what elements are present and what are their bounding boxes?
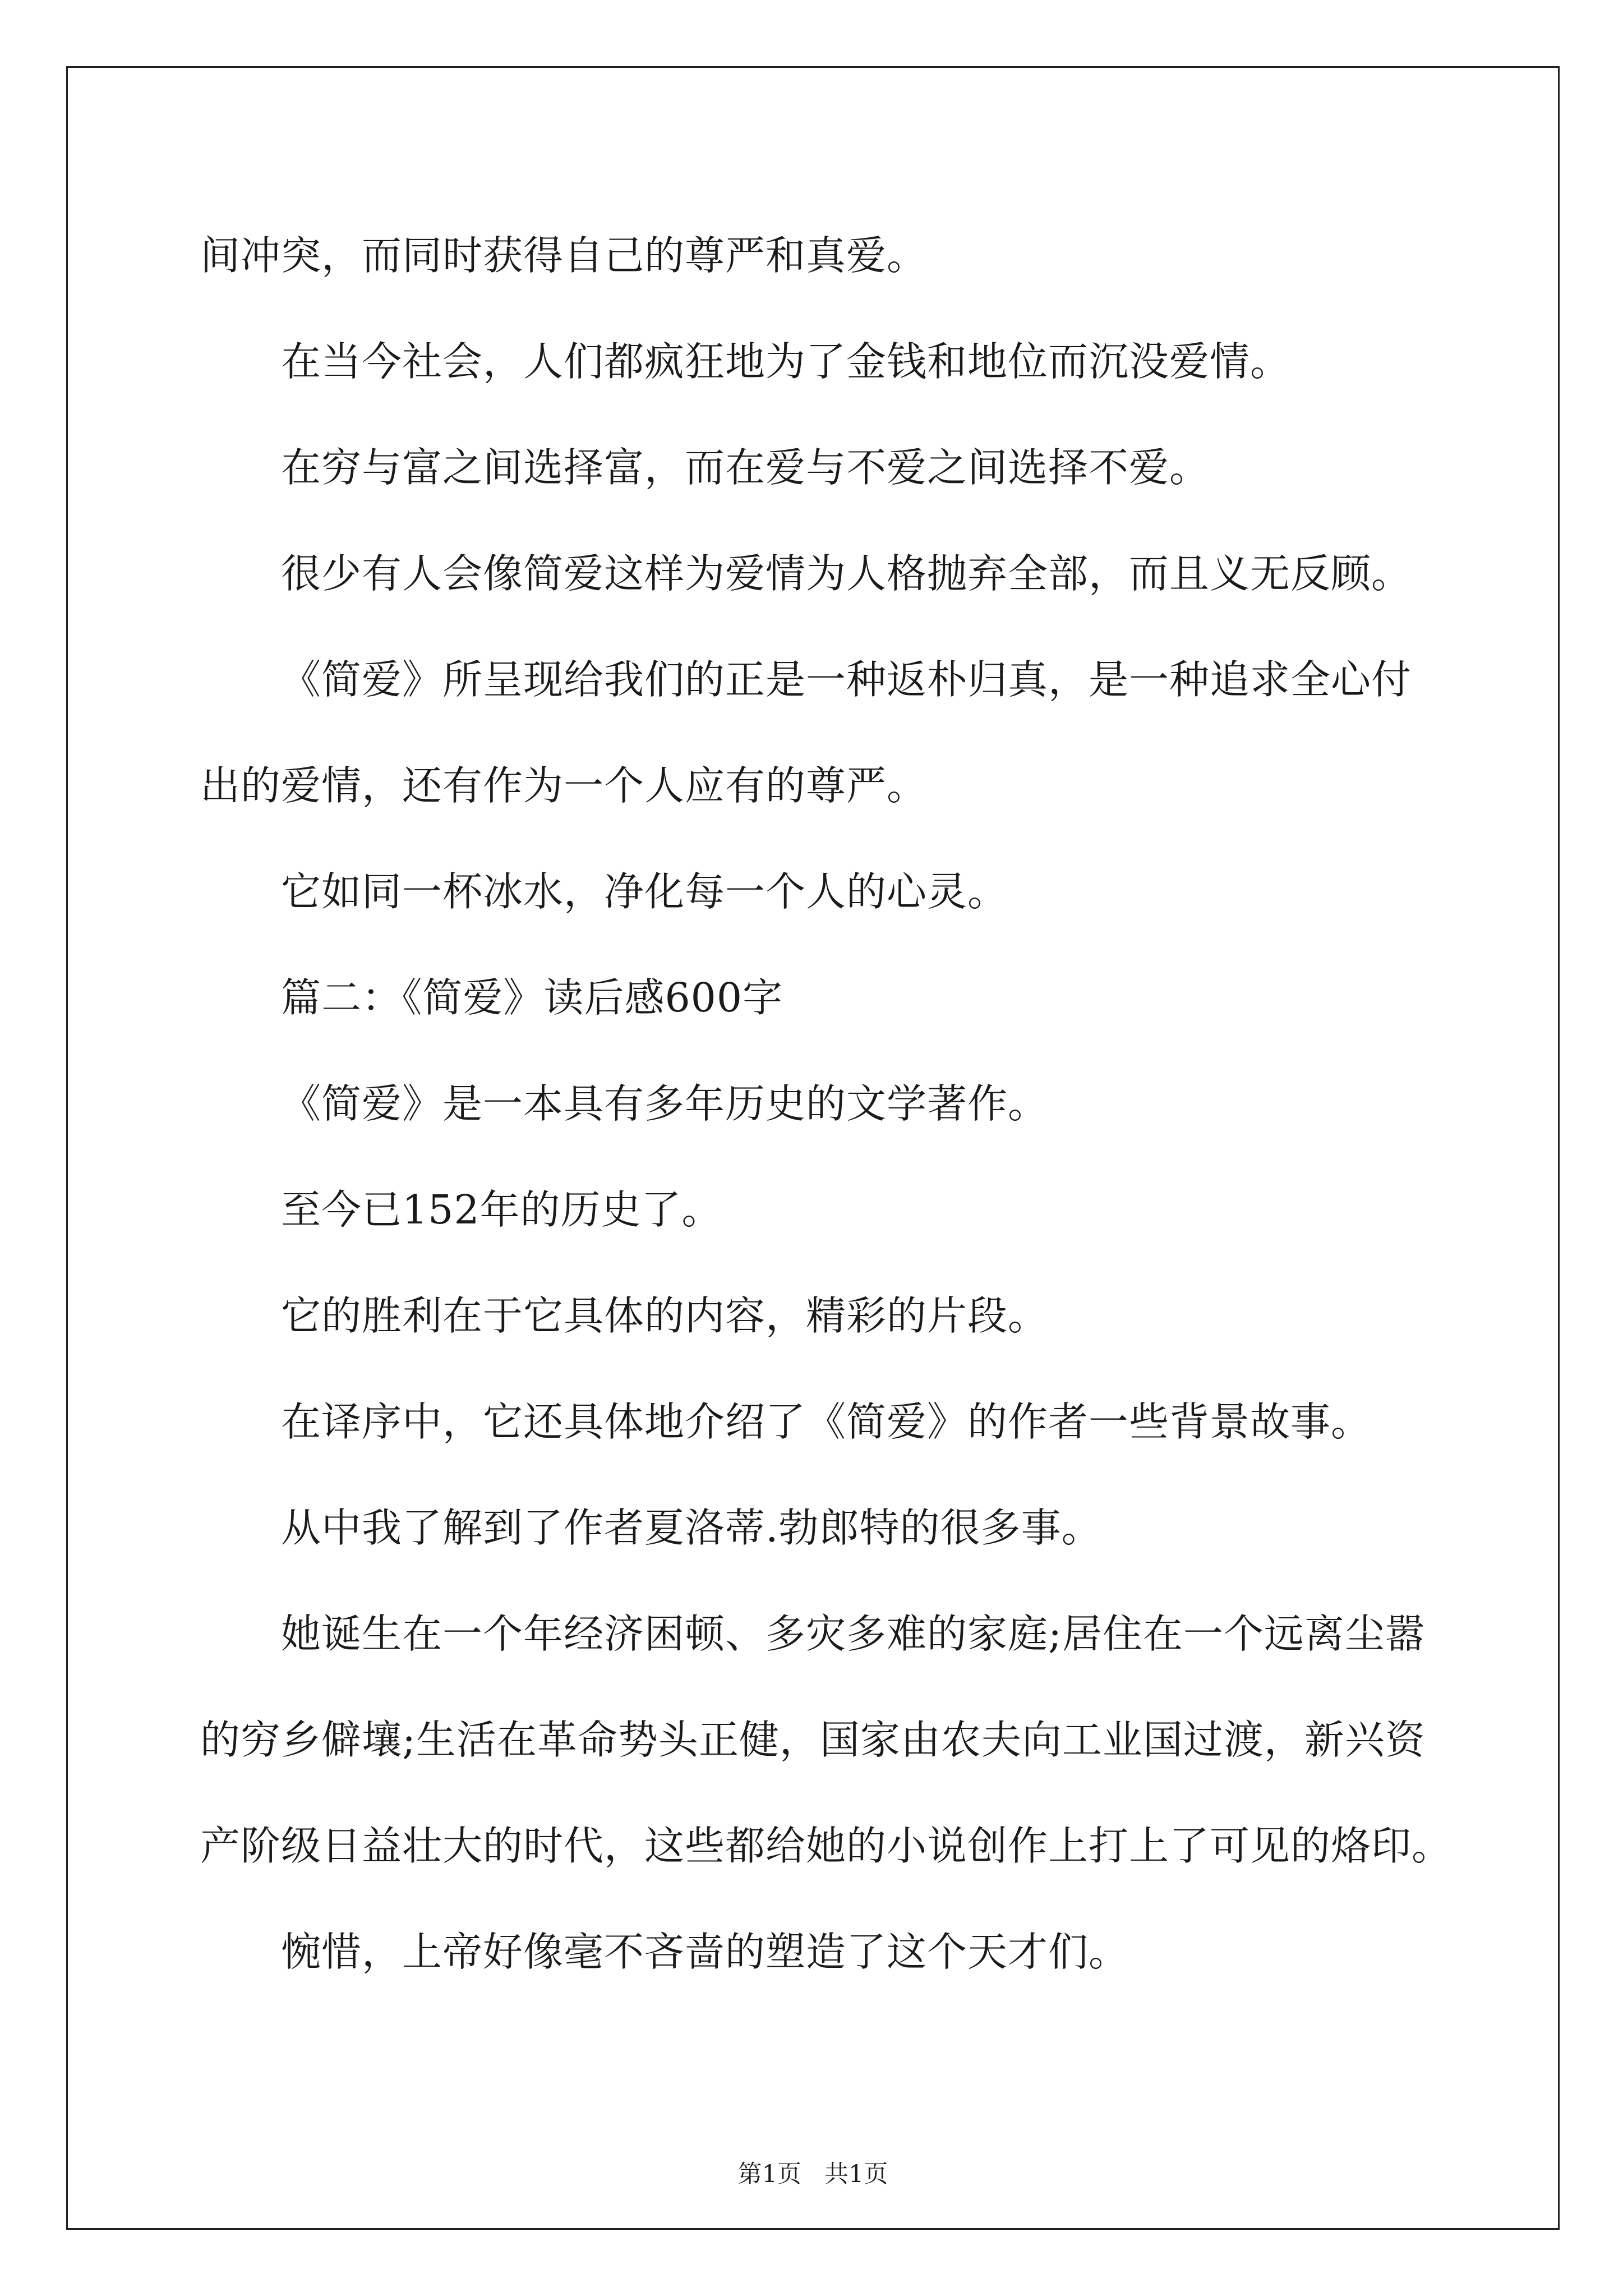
paragraph-line: 出的爱情，还有作为一个人应有的尊严。 bbox=[200, 762, 928, 809]
paragraph-line: 的穷乡僻壤;生活在革命势头正健，国家由农夫向工业国过渡，新兴资 bbox=[200, 1717, 1426, 1763]
paragraph-line: 很少有人会像简爱这样为爱情为人格抛弃全部，而且义无反顾。 bbox=[281, 550, 1412, 597]
document-body bbox=[68, 68, 1558, 2228]
paragraph-line: 在译序中，它还具体地介绍了《简爱》的作者一些背景故事。 bbox=[281, 1398, 1372, 1445]
paragraph-line: 它的胜利在于它具体的内容，精彩的片段。 bbox=[281, 1292, 1049, 1339]
paragraph-line: 它如同一杯冰水，净化每一个人的心灵。 bbox=[281, 868, 1008, 915]
paragraph-line: 从中我了解到了作者夏洛蒂.勃郎特的很多事。 bbox=[281, 1504, 1102, 1551]
paragraph-line: 间冲突，而同时获得自己的尊严和真爱。 bbox=[200, 232, 928, 279]
paragraph-line: 《简爱》所呈现给我们的正是一种返朴归真，是一种追求全心付 bbox=[281, 656, 1412, 703]
paragraph-line: 在当今社会，人们都疯狂地为了金钱和地位而沉没爱情。 bbox=[281, 338, 1291, 385]
page-frame bbox=[66, 66, 1560, 2230]
paragraph-line: 她诞生在一个年经济困顿、多灾多难的家庭;居住在一个远离尘嚣 bbox=[281, 1611, 1426, 1657]
paragraph-line: 在穷与富之间选择富，而在爱与不爱之间选择不爱。 bbox=[281, 444, 1210, 491]
paragraph-line: 至今已152年的历史了。 bbox=[281, 1186, 722, 1233]
page-number-footer: 第1页 共1页 bbox=[737, 2160, 888, 2188]
paragraph-line: 惋惜，上帝好像毫不吝啬的塑造了这个天才们。 bbox=[281, 1929, 1129, 1975]
paragraph-line: 产阶级日益壮大的时代，这些都给她的小说创作上打上了可见的烙印。 bbox=[200, 1823, 1453, 1869]
paragraph-line: 《简爱》是一本具有多年历史的文学著作。 bbox=[281, 1080, 1049, 1127]
section-heading: 篇二：《简爱》读后感600字 bbox=[281, 974, 783, 1021]
